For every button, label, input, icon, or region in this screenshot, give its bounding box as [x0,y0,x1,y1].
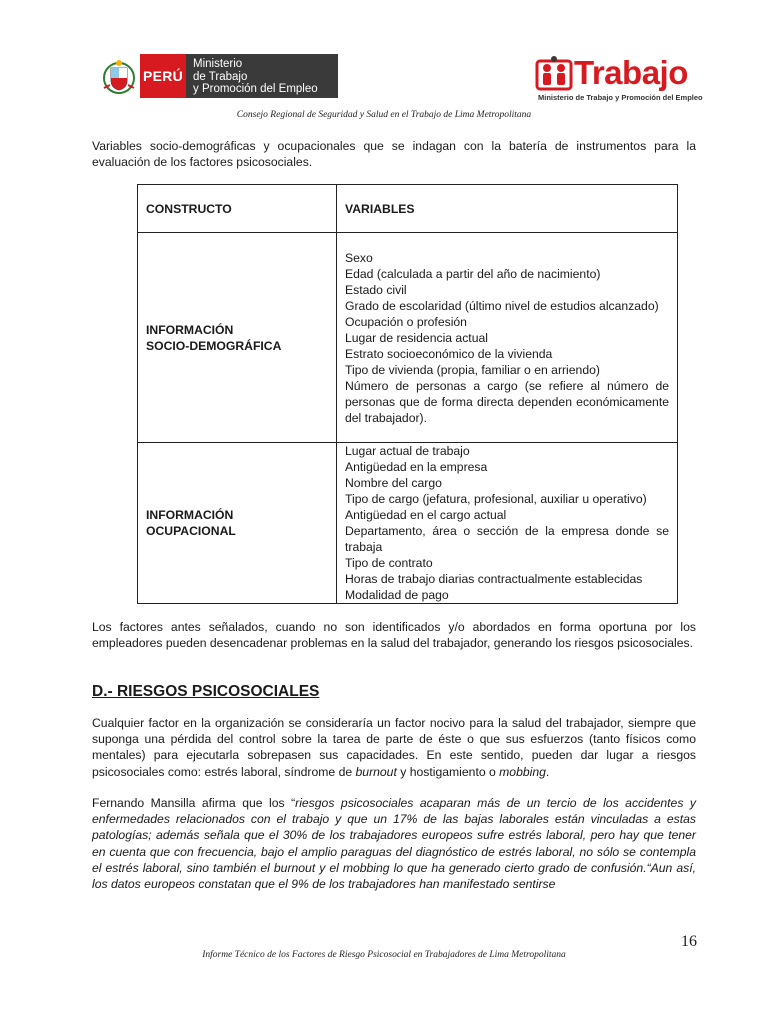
variable-item: Edad (calculada a partir del año de nacimiento) [345,266,601,281]
peru-coat-of-arms-icon [98,54,140,98]
construct-line: INFORMACIÓN [146,508,234,522]
peru-ministry-logo [98,54,338,98]
header-cell-constructo: CONSTRUCTO [138,185,337,233]
variables-cell [337,233,678,443]
trabajo-word: Trabajo [574,54,688,91]
variables-table [137,184,678,604]
trabajo-subtitle: Ministerio de Trabajo y Promoción del Empleo [538,93,703,102]
variable-item: Tipo de vivienda (propia, familiar o en arriendo) [345,362,600,377]
table-row [138,443,678,604]
peru-label: PERÚ [140,54,186,98]
variable-item: Grado de escolaridad (último nivel de estudios alcanzado) [345,298,659,313]
text-run: Fernando Mansilla afirma que los “ [92,796,296,810]
variable-item: Modalidad de pago [345,588,449,602]
variable-item: Antigüedad en el cargo actual [345,508,507,522]
header-cell-variables: VARIABLES [337,185,678,233]
variable-item: Tipo de contrato [345,556,433,570]
page-footer: Informe Técnico de los Factores de Riesgo Psicosocial en Trabajadores de Lima Metropolitana [202,950,566,960]
construct-cell [138,233,337,443]
variable-item: Departamento, área o sección de la empresa donde se trabaja [345,524,669,554]
variables-cell [337,443,678,604]
page-number: 16 [681,933,697,950]
council-header: Consejo Regional de Seguridad y Salud en el Trabajo de Lima Metropolitana [236,110,532,120]
table-row [138,233,678,443]
factores-paragraph: Los factores antes señalados, cuando no son identificados y/o abordados en forma oportuna por los empleadores pueden desencadenar problemas en la salud del trabajador, generando los riesgos psicosociales. [92,620,696,651]
variable-item: Tipo de cargo (jefatura, profesional, auxiliar u operativo) [345,492,647,506]
construct-line: INFORMACIÓN [146,322,234,337]
variable-item: Ocupación o profesión [345,314,467,329]
intro-paragraph: Variables socio-demográficas y ocupacionales que se indagan con la batería de instrumentos para la evaluación de los factores psicosociales. [92,139,696,170]
variable-item: Lugar de residencia actual [345,330,488,345]
riesgos-paragraph [92,715,696,780]
variable-item: Número de personas a cargo (se refiere al número de personas que de forma directa dependen económicamente del trabajador). [345,378,669,425]
variable-item: Sexo [345,250,373,265]
ministry-line: y Promoción del Empleo [193,83,318,96]
variable-item: Horas de trabajo diarias contractualmente establecidas [345,572,643,586]
text-run: Cualquier factor en la organización se consideraría un factor nocivo para la salud del trabajador, siempre que suponga una pérdida del control sobre la tarea de parte de éste o que sus esfuerzos (tanto físicos como mentales) para ejecutarla sobrepasen sus capacidades. En este sentido, pueden dar lugar a riesgos psicosociales como: estrés laboral, síndrome de [92,716,696,779]
section-title: D.- RIESGOS PSICOSOCIALES [92,683,320,700]
burnout-term: burnout [355,764,397,779]
trabajo-logo [535,55,705,103]
construct-cell [138,443,337,604]
ministry-line: Ministerio [193,58,243,71]
variable-item: Lugar actual de trabajo [345,444,470,458]
trabajo-people-icon [535,55,573,91]
variable-item: Estado civil [345,282,407,297]
variable-item: Antigüedad en la empresa [345,460,488,474]
construct-line: SOCIO-DEMOGRÁFICA [146,338,282,353]
mobbing-term: mobbing [499,764,546,779]
ministry-line: de Trabajo [193,70,248,83]
ministry-name [186,54,338,98]
construct-line: OCUPACIONAL [146,524,236,538]
variable-item: Nombre del cargo [345,476,442,490]
mansilla-quote: riesgos psicosociales acaparan más de un tercio de los accidentes y enfermedades relacionados con el trabajo y que un 17% de las bajas laborales están vinculadas a estas patologías; además señala que el 30% de los trabajadores europeos sufre estrés laboral, pero hay que tener en cuenta que con frecuencia, bajo el amplio paraguas del diagnóstico de estrés laboral, no sólo se contempla el estrés laboral, sino también el burnout y el mobbing lo que ha generado cierto grado de confusión.“Aun así, los datos europeos constatan que el 9% de los trabajadores han manifestado sentirse [92,796,697,892]
mansilla-paragraph [92,795,696,892]
text-run: . [545,764,550,779]
variable-item: Estrato socioeconómico de la vivienda [345,346,553,361]
table-header-row [138,185,678,233]
text-run: y hostigamiento o [396,764,500,779]
